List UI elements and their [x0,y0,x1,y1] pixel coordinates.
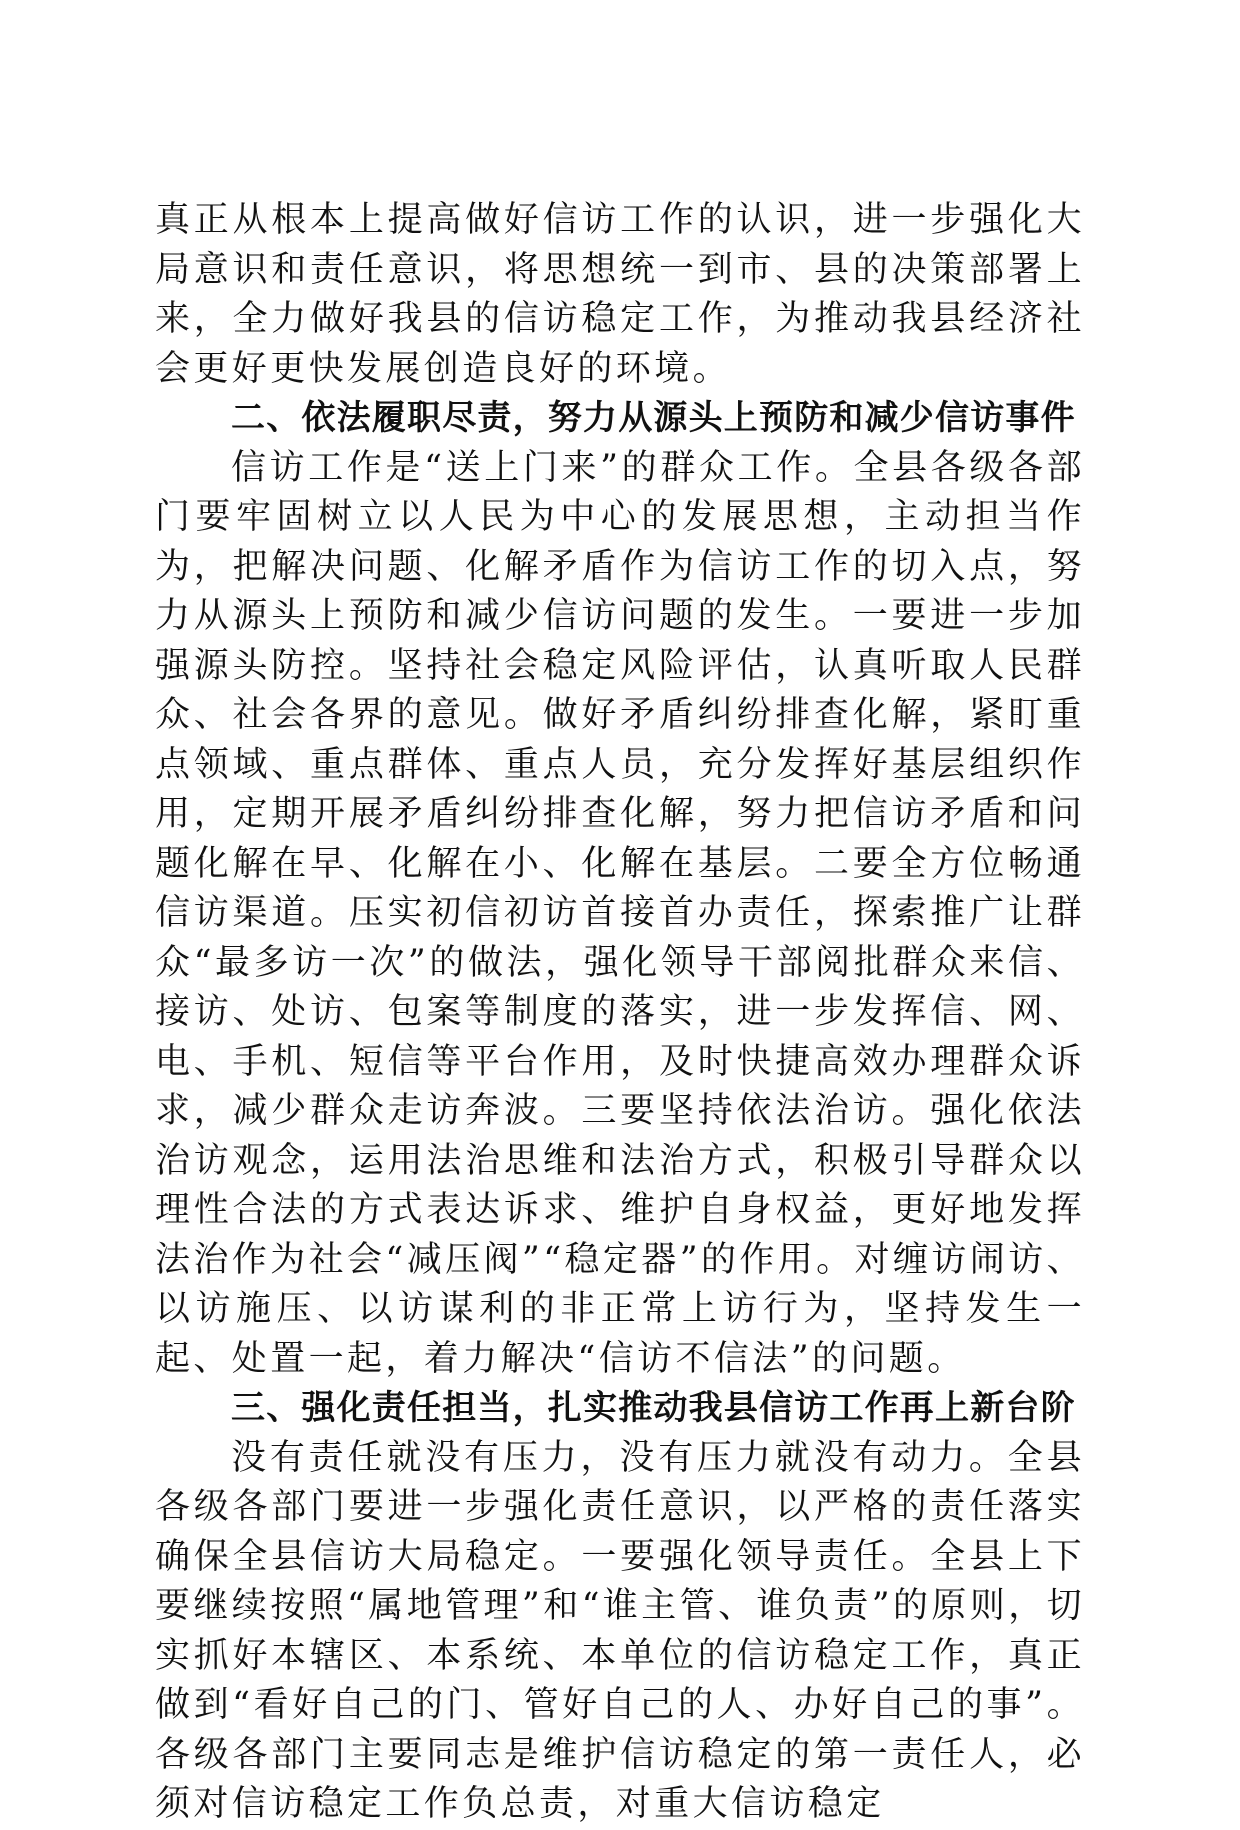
continued-paragraph: 真正从根本上提高做好信访工作的认识，进一步强化大局意识和责任意识，将思想统一到市、县的决策部署上来，全力做好我县的信访稳定工作，为推动我县经济社会更好更快发展创造良好的环境。 [155,200,1085,389]
document-body [155,196,1085,1830]
section-heading-2: 二、依法履职尽责，努力从源头上预防和减少信访事件 [231,398,1076,438]
section-paragraph-3: 没有责任就没有压力，没有压力就没有动力。全县各级各部门要进一步强化责任意识，以严格的责任落实确保全县信访大局稳定。一要强化领导责任。全县上下要继续按照“属地管理”和“谁主管、谁负责”的原则，切实抓好本辖区、本系统、本单位的信访稳定工作，真正做到“看好自己的门、管好自己的人、办好自己的事”。各级各部门主要同志是维护信访稳定的第一责任人，必须对信访稳定工作负总责，对重大信访稳定 [155,1437,1085,1824]
section-paragraph-2: 信访工作是“送上门来”的群众工作。全县各级各部门要牢固树立以人民为中心的发展思想，主动担当作为，把解决问题、化解矛盾作为信访工作的切入点，努力从源头上预防和减少信访问题的发生。一要进一步加强源头防控。坚持社会稳定风险评估，认真听取人民群众、社会各界的意见。做好矛盾纠纷排查化解，紧盯重点领域、重点群体、重点人员，充分发挥好基层组织作用，定期开展矛盾纠纷排查化解，努力把信访矛盾和问题化解在早、化解在小、化解在基层。二要全方位畅通信访渠道。压实初信初访首接首办责任，探索推广让群众“最多访一次”的做法，强化领导干部阅批群众来信、接访、处访、包案等制度的落实，进一步发挥信、网、电、手机、短信等平台作用，及时快捷高效办理群众诉求，减少群众走访奔波。三要坚持依法治访。强化依法治访观念，运用法治思维和法治方式，积极引导群众以理性合法的方式表达诉求、维护自身权益，更好地发挥法治作为社会“减压阀”“稳定器”的作用。对缠访闹访、以访施压、以访谋利的非正常上访行为，坚持发生一起、处置一起，着力解决“信访不信法”的问题。 [155,447,1085,1379]
section-heading-3: 三、强化责任担当，扎实推动我县信访工作再上新台阶 [231,1388,1076,1428]
